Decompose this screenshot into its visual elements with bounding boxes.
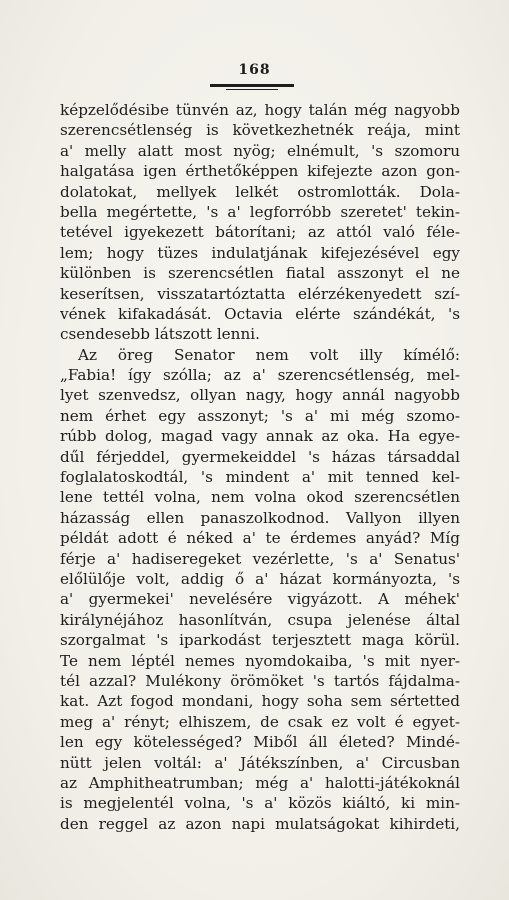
- text-line: nem érhet egy asszonyt; 's a' mi még szomo-: [60, 406, 460, 425]
- text-line: meg a' rényt; elhiszem, de csak ez volt é egyet-: [60, 712, 460, 731]
- page-number: 168: [238, 62, 271, 78]
- text-line: férje a' hadiseregeket vezérlette, 's a' Senatus': [60, 549, 460, 568]
- text-line: foglalatoskodtál, 's mindent a' mit tenned kel-: [60, 468, 460, 487]
- text-line: len egy kötelességed? Miből áll életed? Mindé-: [60, 733, 460, 752]
- text-line: csendesebb látszott lenni.: [60, 325, 260, 344]
- header-rule-thin: [226, 89, 278, 90]
- text-line: vének kifakadását. Octavia elérte szándékát, 's: [60, 304, 460, 323]
- text-line: lyet szenvedsz, ollyan nagy, hogy annál nagyobb: [60, 386, 460, 405]
- text-line: kat. Azt fogod mondani, hogy soha sem sértetted: [60, 692, 460, 711]
- text-line: példát adott é néked a' te érdemes anyád? Míg: [60, 529, 460, 548]
- text-line: Te nem léptél nemes nyomdokaiba, 's mit nyer-: [60, 651, 460, 670]
- text-line: különben is szerencsétlen fiatal asszonyt el ne: [60, 264, 460, 283]
- text-line: előlülője volt, addig ő a' házat kormányozta, 's: [60, 569, 460, 588]
- text-line: tél azzal? Mulékony örömöket 's tartós fájdalma-: [60, 671, 460, 690]
- text-line: tetével igyekezett bátorítani; az attól való féle-: [60, 223, 460, 242]
- text-line: lene tettél volna, nem volna okod szerencsétlen: [60, 488, 460, 507]
- text-line: képzelődésibe tünvén az, hogy talán még nagyobb: [60, 101, 460, 119]
- text-line: a' melly alatt most nyög; elnémult, 's szomoru: [60, 141, 460, 160]
- text-line: halgatása igen érthetőképpen kifejezte azon gon-: [60, 162, 460, 181]
- text-line: királynéjához hasonlítván, csupa jelenése által: [60, 610, 460, 629]
- text-line: szerencsétlenség is következhetnék reája, mint: [60, 121, 460, 140]
- text-line: den reggel az azon napi mulatságokat kihirdeti,: [60, 814, 460, 833]
- text-line: szorgalmat 's iparkodást terjesztett maga körül.: [60, 631, 460, 650]
- header-rule: [210, 84, 294, 87]
- body-text: [60, 100, 460, 834]
- text-line: is megjelentél volna, 's a' közös kiáltó, ki min-: [60, 794, 460, 813]
- text-line: rúbb dolog, magad vagy annak az oka. Ha egye-: [60, 427, 460, 446]
- text-line: házasság ellen panaszolkodnod. Vallyon illyen: [60, 508, 460, 527]
- text-line: bella megértette, 's a' legforróbb szeretet' tekin-: [60, 202, 460, 221]
- text-line: Az öreg Senator nem volt illy kímélő:: [78, 345, 460, 364]
- text-line: az Amphitheatrumban; még a' halotti-játékoknál: [60, 773, 460, 792]
- text-line: dűl férjeddel, gyermekeiddel 's házas társaddal: [60, 447, 460, 466]
- text-line: a' gyermekei' nevelésére vigyázott. A méhek': [60, 590, 460, 609]
- text-line: nütt jelen voltál: a' Játékszínben, a' Circusban: [60, 753, 460, 772]
- text-line: „Fabia! így szólla; az a' szerencsétlenség, mel-: [60, 366, 460, 385]
- text-line: lem; hogy tüzes indulatjának kifejezésével egy: [60, 243, 460, 262]
- text-line: dolatokat, mellyek lelkét ostromlották. Dola-: [60, 182, 460, 201]
- text-line: keserítsen, visszatartóztatta elérzékenyedett szí-: [60, 284, 460, 303]
